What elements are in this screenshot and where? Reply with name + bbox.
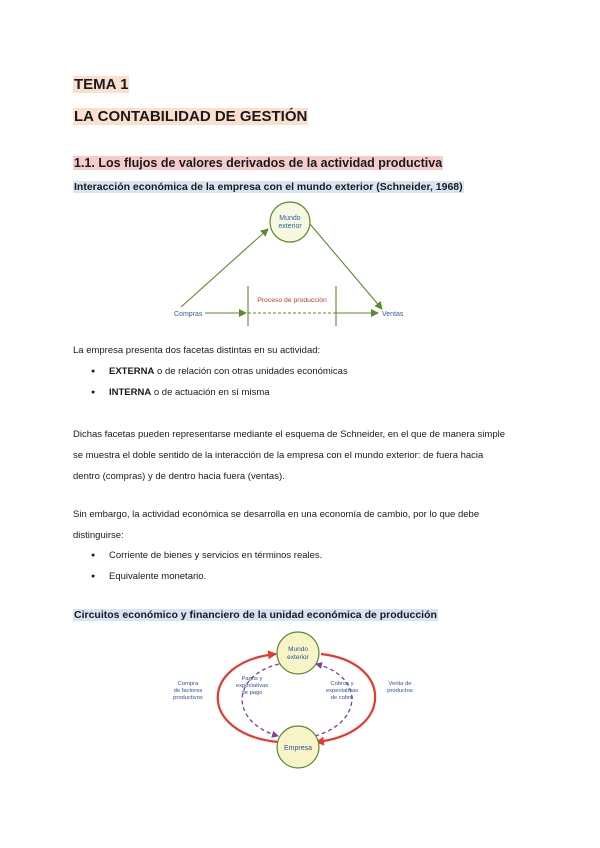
topic-heading: TEMA 1 — [74, 76, 129, 93]
paragraph-economia: Sin embargo, la actividad económica se desarrolla en una economía de cambio, por lo que debe distinguirse: — [73, 509, 480, 541]
mundo-label-2: exterior — [278, 223, 302, 230]
cobros-label-3: de cobro — [330, 695, 354, 701]
empresa-label: Empresa — [283, 745, 313, 752]
intro-text: La empresa presenta dos facetas distintas en su actividad: — [73, 345, 321, 356]
schneider-diagram — [160, 196, 420, 326]
section-title: 1.1. Los flujos de valores derivados de la actividad productiva — [74, 156, 443, 170]
mundo-label-1: Mundo — [279, 215, 301, 222]
arrow-compras-to-mundo — [181, 229, 268, 307]
list-item: ● INTERNA o de actuación en sí misma — [91, 382, 348, 403]
ventas-label: Ventas — [382, 311, 404, 318]
diagram-2-caption: Circuitos económico y financiero de la unidad económica de producción — [74, 609, 437, 621]
compras-label: Compras — [174, 311, 203, 318]
mundo-exterior-node — [277, 632, 319, 674]
proceso-label: Proceso de producción — [257, 297, 327, 304]
list-item: ● Equivalente monetario. — [91, 566, 322, 587]
compra-label-3: productivos — [173, 695, 203, 701]
pagos-flow-arc — [242, 664, 279, 736]
venta-label-1: Venta de — [388, 681, 412, 687]
list-item: ● EXTERNA o de relación con otras unidades económicas — [91, 361, 348, 382]
pagos-label-1: Pagos y — [241, 676, 263, 682]
distinction-list — [91, 545, 322, 587]
compra-label-1: Compra — [177, 681, 199, 687]
venta-label-2: productos — [387, 688, 413, 694]
compra-label-2: de factores — [173, 688, 203, 694]
circuits-diagram — [168, 626, 424, 772]
paragraph-schneider: Dichas facetas pueden representarse mediante el esquema de Schneider, en el que de manera simple se muestra el doble sentido de la interacción de la empresa con el mundo exterior: de fuera hacia dentro (compras) y de dentro hacia fuera (ventas). — [73, 429, 505, 482]
mundo-exterior-node — [270, 202, 310, 242]
pagos-label-2: expectativas — [235, 683, 269, 689]
list-item: ● Corriente de bienes y servicios en términos reales. — [91, 545, 322, 566]
facets-list — [91, 361, 348, 403]
cobros-label-2: expectativas — [325, 688, 359, 694]
cobros-label-1: Cobros y — [330, 681, 354, 687]
pagos-label-3: de pago — [241, 690, 263, 696]
chapter-title: LA CONTABILIDAD DE GESTIÓN — [74, 108, 308, 125]
mundo-label-1: Mundo — [288, 646, 308, 653]
diagram-1-caption: Interacción económica de la empresa con el mundo exterior (Schneider, 1968) — [74, 181, 463, 193]
mundo-label-2: exterior — [287, 654, 309, 661]
